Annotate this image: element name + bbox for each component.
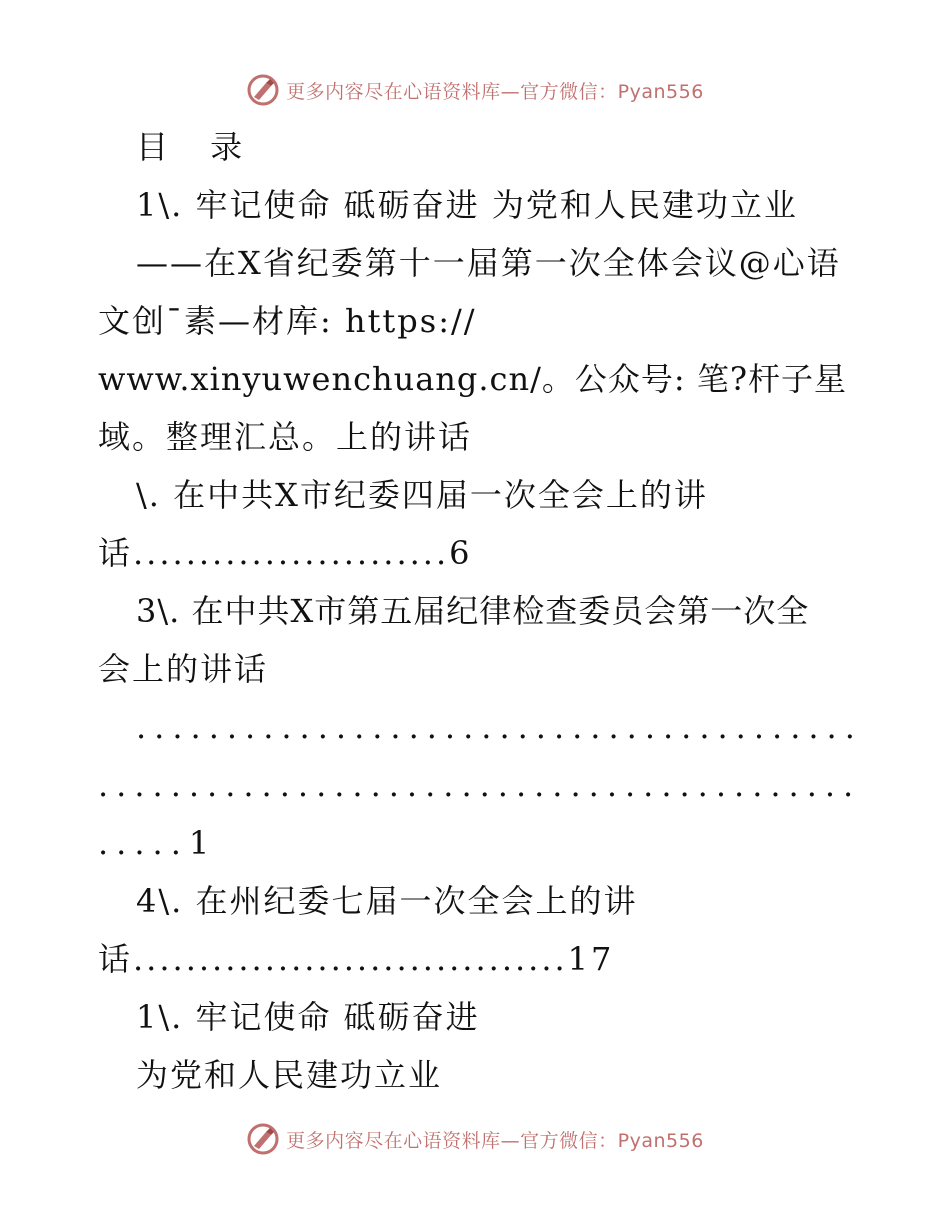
banner-text: 更多内容尽在心语资料库—官方微信：Pyan556 <box>286 1129 704 1152</box>
toc-entry-1-subtitle: ——在X省纪委第十一届第一次全体会议@心语 <box>136 244 841 282</box>
toc-entry-2-page: 话........................6 <box>98 534 473 572</box>
toc-entry-2: \. 在中共X市纪委四届一次全会上的讲 <box>136 476 708 514</box>
section-heading-cont: 为党和人民建功立业 <box>136 1056 443 1094</box>
toc-entry-3-cont: 会上的讲话 <box>98 650 269 688</box>
section-heading: 1\. 牢记使命 砥砺奋进 <box>136 998 480 1036</box>
toc-entry-4: 4\. 在州纪委七届一次全会上的讲 <box>136 882 638 920</box>
toc-entry-1: 1\. 牢记使命 砥砺奋进 为党和人民建功立业 <box>136 186 798 224</box>
toc-entry-3-leader: ........................................ <box>136 708 863 746</box>
toc-entry-1-subtitle-cont: 文创¯素—材库: https:// <box>98 302 477 340</box>
pen-logo-icon <box>246 1122 280 1156</box>
toc-entry-3-page: .....1 <box>98 824 218 862</box>
toc-entry-1-subtitle-cont: www.xinyuwenchuang.cn/。公众号: 笔?杆子星 <box>98 360 847 398</box>
toc-entry-3-leader: .......................................... <box>98 766 862 804</box>
toc-entry-1-subtitle-end: 域。整理汇总。上的讲话 <box>98 418 473 456</box>
header-banner <box>0 70 950 110</box>
banner-text: 更多内容尽在心语资料库—官方微信：Pyan556 <box>286 80 704 103</box>
document-body <box>98 118 863 1104</box>
footer-banner <box>0 1119 950 1159</box>
toc-entry-3: 3\. 在中共X市第五届纪律检查委员会第一次全 <box>136 592 810 630</box>
toc-entry-4-page: 话.................................17 <box>98 940 615 978</box>
toc-title: 目 录 <box>136 128 259 166</box>
pen-logo-icon <box>246 73 280 107</box>
